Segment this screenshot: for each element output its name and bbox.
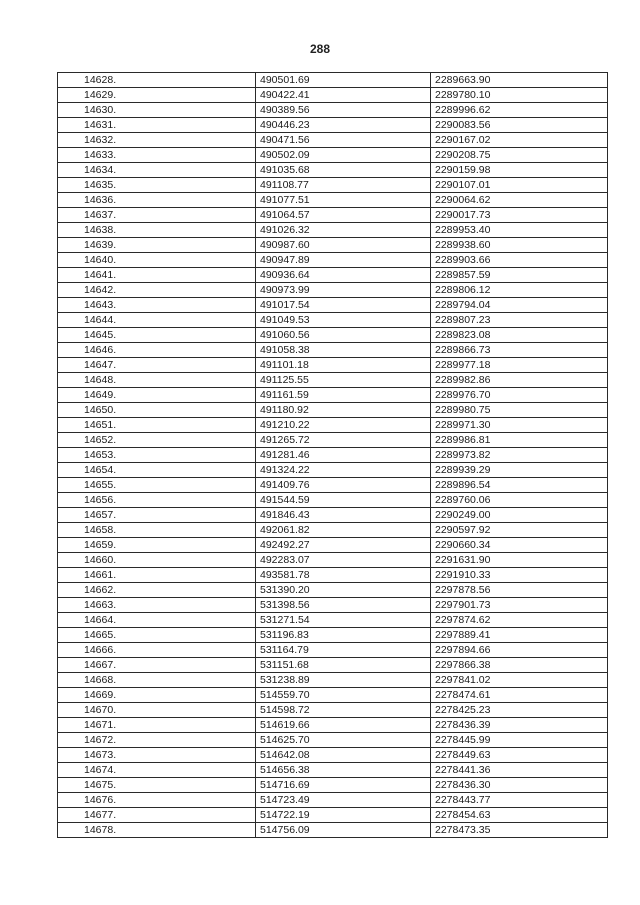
point-number-cell: 14653. [58,448,256,463]
x-coordinate-cell: 490501.69 [256,73,431,88]
x-coordinate-cell: 490502.09 [256,148,431,163]
x-coordinate-cell: 492061.82 [256,523,431,538]
y-coordinate-cell: 2278441.36 [431,763,608,778]
y-coordinate-cell: 2297894.66 [431,643,608,658]
table-row [58,103,608,118]
table-row [58,328,608,343]
table-row [58,508,608,523]
y-coordinate-cell: 2289953.40 [431,223,608,238]
x-coordinate-cell: 490936.64 [256,268,431,283]
point-number-cell: 14634. [58,163,256,178]
coordinate-table [57,72,608,838]
x-coordinate-cell: 491544.59 [256,493,431,508]
x-coordinate-cell: 491281.46 [256,448,431,463]
x-coordinate-cell: 531390.20 [256,583,431,598]
point-number-cell: 14630. [58,103,256,118]
point-number-cell: 14662. [58,583,256,598]
point-number-cell: 14668. [58,673,256,688]
point-number-cell: 14654. [58,463,256,478]
x-coordinate-cell: 514619.66 [256,718,431,733]
point-number-cell: 14657. [58,508,256,523]
x-coordinate-cell: 514756.09 [256,823,431,838]
point-number-cell: 14643. [58,298,256,313]
table-row [58,388,608,403]
y-coordinate-cell: 2290107.01 [431,178,608,193]
table-row [58,778,608,793]
y-coordinate-cell: 2290249.00 [431,508,608,523]
table-row [58,163,608,178]
x-coordinate-cell: 492283.07 [256,553,431,568]
point-number-cell: 14644. [58,313,256,328]
x-coordinate-cell: 490446.23 [256,118,431,133]
point-number-cell: 14645. [58,328,256,343]
x-coordinate-cell: 492492.27 [256,538,431,553]
y-coordinate-cell: 2290597.92 [431,523,608,538]
table-row [58,478,608,493]
y-coordinate-cell: 2289857.59 [431,268,608,283]
y-coordinate-cell: 2289939.29 [431,463,608,478]
point-number-cell: 14675. [58,778,256,793]
point-number-cell: 14655. [58,478,256,493]
y-coordinate-cell: 2289780.10 [431,88,608,103]
table-row [58,178,608,193]
y-coordinate-cell: 2297866.38 [431,658,608,673]
x-coordinate-cell: 514716.69 [256,778,431,793]
y-coordinate-cell: 2297841.02 [431,673,608,688]
y-coordinate-cell: 2278449.63 [431,748,608,763]
table-row [58,793,608,808]
point-number-cell: 14676. [58,793,256,808]
y-coordinate-cell: 2291631.90 [431,553,608,568]
point-number-cell: 14636. [58,193,256,208]
x-coordinate-cell: 491077.51 [256,193,431,208]
point-number-cell: 14663. [58,598,256,613]
y-coordinate-cell: 2278443.77 [431,793,608,808]
x-coordinate-cell: 490389.56 [256,103,431,118]
point-number-cell: 14639. [58,238,256,253]
y-coordinate-cell: 2297874.62 [431,613,608,628]
x-coordinate-cell: 490987.60 [256,238,431,253]
x-coordinate-cell: 490947.89 [256,253,431,268]
x-coordinate-cell: 491161.59 [256,388,431,403]
point-number-cell: 14637. [58,208,256,223]
point-number-cell: 14666. [58,643,256,658]
table-row [58,823,608,838]
table-row [58,88,608,103]
point-number-cell: 14640. [58,253,256,268]
table-row [58,448,608,463]
table-row [58,73,608,88]
table-row [58,223,608,238]
x-coordinate-cell: 531196.83 [256,628,431,643]
point-number-cell: 14677. [58,808,256,823]
x-coordinate-cell: 491409.76 [256,478,431,493]
table-row [58,763,608,778]
table-row [58,628,608,643]
table-row [58,193,608,208]
table-row [58,748,608,763]
table-row [58,538,608,553]
x-coordinate-cell: 491265.72 [256,433,431,448]
x-coordinate-cell: 491064.57 [256,208,431,223]
y-coordinate-cell: 2290208.75 [431,148,608,163]
point-number-cell: 14647. [58,358,256,373]
x-coordinate-cell: 514559.70 [256,688,431,703]
y-coordinate-cell: 2289976.70 [431,388,608,403]
point-number-cell: 14628. [58,73,256,88]
x-coordinate-cell: 531238.89 [256,673,431,688]
point-number-cell: 14671. [58,718,256,733]
point-number-cell: 14664. [58,613,256,628]
table-row [58,688,608,703]
x-coordinate-cell: 491846.43 [256,508,431,523]
y-coordinate-cell: 2289794.04 [431,298,608,313]
point-number-cell: 14660. [58,553,256,568]
x-coordinate-cell: 514642.08 [256,748,431,763]
y-coordinate-cell: 2278425.23 [431,703,608,718]
table-row [58,238,608,253]
y-coordinate-cell: 2289866.73 [431,343,608,358]
table-row [58,373,608,388]
y-coordinate-cell: 2289986.81 [431,433,608,448]
y-coordinate-cell: 2290167.02 [431,133,608,148]
page-number: 288 [309,42,331,56]
table-row [58,568,608,583]
x-coordinate-cell: 514722.19 [256,808,431,823]
x-coordinate-cell: 531398.56 [256,598,431,613]
y-coordinate-cell: 2289938.60 [431,238,608,253]
point-number-cell: 14635. [58,178,256,193]
point-number-cell: 14648. [58,373,256,388]
table-row [58,253,608,268]
x-coordinate-cell: 531271.54 [256,613,431,628]
x-coordinate-cell: 531151.68 [256,658,431,673]
point-number-cell: 14656. [58,493,256,508]
y-coordinate-cell: 2297878.56 [431,583,608,598]
y-coordinate-cell: 2290660.34 [431,538,608,553]
table-row [58,583,608,598]
y-coordinate-cell: 2289806.12 [431,283,608,298]
y-coordinate-cell: 2289977.18 [431,358,608,373]
table-row [58,298,608,313]
y-coordinate-cell: 2289996.62 [431,103,608,118]
point-number-cell: 14652. [58,433,256,448]
x-coordinate-cell: 491026.32 [256,223,431,238]
x-coordinate-cell: 514656.38 [256,763,431,778]
x-coordinate-cell: 514625.70 [256,733,431,748]
table-row [58,553,608,568]
table-row [58,613,608,628]
point-number-cell: 14672. [58,733,256,748]
x-coordinate-cell: 491017.54 [256,298,431,313]
point-number-cell: 14629. [58,88,256,103]
table-row [58,283,608,298]
table-row [58,493,608,508]
point-number-cell: 14678. [58,823,256,838]
table-row [58,133,608,148]
point-number-cell: 14642. [58,283,256,298]
table-row [58,703,608,718]
table-row [58,718,608,733]
table-row [58,358,608,373]
point-number-cell: 14673. [58,748,256,763]
point-number-cell: 14674. [58,763,256,778]
y-coordinate-cell: 2297889.41 [431,628,608,643]
x-coordinate-cell: 514723.49 [256,793,431,808]
table-row [58,643,608,658]
y-coordinate-cell: 2289982.86 [431,373,608,388]
table-row [58,808,608,823]
x-coordinate-cell: 491101.18 [256,358,431,373]
y-coordinate-cell: 2278436.39 [431,718,608,733]
point-number-cell: 14659. [58,538,256,553]
y-coordinate-cell: 2290064.62 [431,193,608,208]
x-coordinate-cell: 491210.22 [256,418,431,433]
point-number-cell: 14665. [58,628,256,643]
table-row [58,313,608,328]
y-coordinate-cell: 2278473.35 [431,823,608,838]
y-coordinate-cell: 2289903.66 [431,253,608,268]
x-coordinate-cell: 491035.68 [256,163,431,178]
table-row [58,148,608,163]
table-row [58,343,608,358]
y-coordinate-cell: 2290159.98 [431,163,608,178]
y-coordinate-cell: 2289760.06 [431,493,608,508]
x-coordinate-cell: 491125.55 [256,373,431,388]
point-number-cell: 14658. [58,523,256,538]
point-number-cell: 14631. [58,118,256,133]
y-coordinate-cell: 2291910.33 [431,568,608,583]
table-row [58,118,608,133]
y-coordinate-cell: 2289807.23 [431,313,608,328]
point-number-cell: 14669. [58,688,256,703]
x-coordinate-cell: 531164.79 [256,643,431,658]
x-coordinate-cell: 493581.78 [256,568,431,583]
x-coordinate-cell: 490422.41 [256,88,431,103]
y-coordinate-cell: 2289663.90 [431,73,608,88]
point-number-cell: 14650. [58,403,256,418]
x-coordinate-cell: 514598.72 [256,703,431,718]
table-row [58,673,608,688]
y-coordinate-cell: 2290017.73 [431,208,608,223]
table-row [58,733,608,748]
x-coordinate-cell: 490973.99 [256,283,431,298]
table-row [58,463,608,478]
point-number-cell: 14651. [58,418,256,433]
point-number-cell: 14670. [58,703,256,718]
x-coordinate-cell: 491060.56 [256,328,431,343]
table-row [58,268,608,283]
y-coordinate-cell: 2278454.63 [431,808,608,823]
y-coordinate-cell: 2289823.08 [431,328,608,343]
table-row [58,598,608,613]
point-number-cell: 14667. [58,658,256,673]
table-row [58,658,608,673]
point-number-cell: 14638. [58,223,256,238]
table-row [58,523,608,538]
y-coordinate-cell: 2289896.54 [431,478,608,493]
x-coordinate-cell: 491108.77 [256,178,431,193]
point-number-cell: 14661. [58,568,256,583]
coordinate-table-body [58,73,608,838]
table-row [58,433,608,448]
y-coordinate-cell: 2297901.73 [431,598,608,613]
x-coordinate-cell: 491180.92 [256,403,431,418]
table-row [58,208,608,223]
y-coordinate-cell: 2289971.30 [431,418,608,433]
table-row [58,418,608,433]
y-coordinate-cell: 2278436.30 [431,778,608,793]
y-coordinate-cell: 2289980.75 [431,403,608,418]
x-coordinate-cell: 491049.53 [256,313,431,328]
y-coordinate-cell: 2278474.61 [431,688,608,703]
x-coordinate-cell: 491058.38 [256,343,431,358]
x-coordinate-cell: 491324.22 [256,463,431,478]
point-number-cell: 14646. [58,343,256,358]
point-number-cell: 14632. [58,133,256,148]
point-number-cell: 14649. [58,388,256,403]
y-coordinate-cell: 2278445.99 [431,733,608,748]
point-number-cell: 14633. [58,148,256,163]
y-coordinate-cell: 2290083.56 [431,118,608,133]
x-coordinate-cell: 490471.56 [256,133,431,148]
table-row [58,403,608,418]
y-coordinate-cell: 2289973.82 [431,448,608,463]
point-number-cell: 14641. [58,268,256,283]
